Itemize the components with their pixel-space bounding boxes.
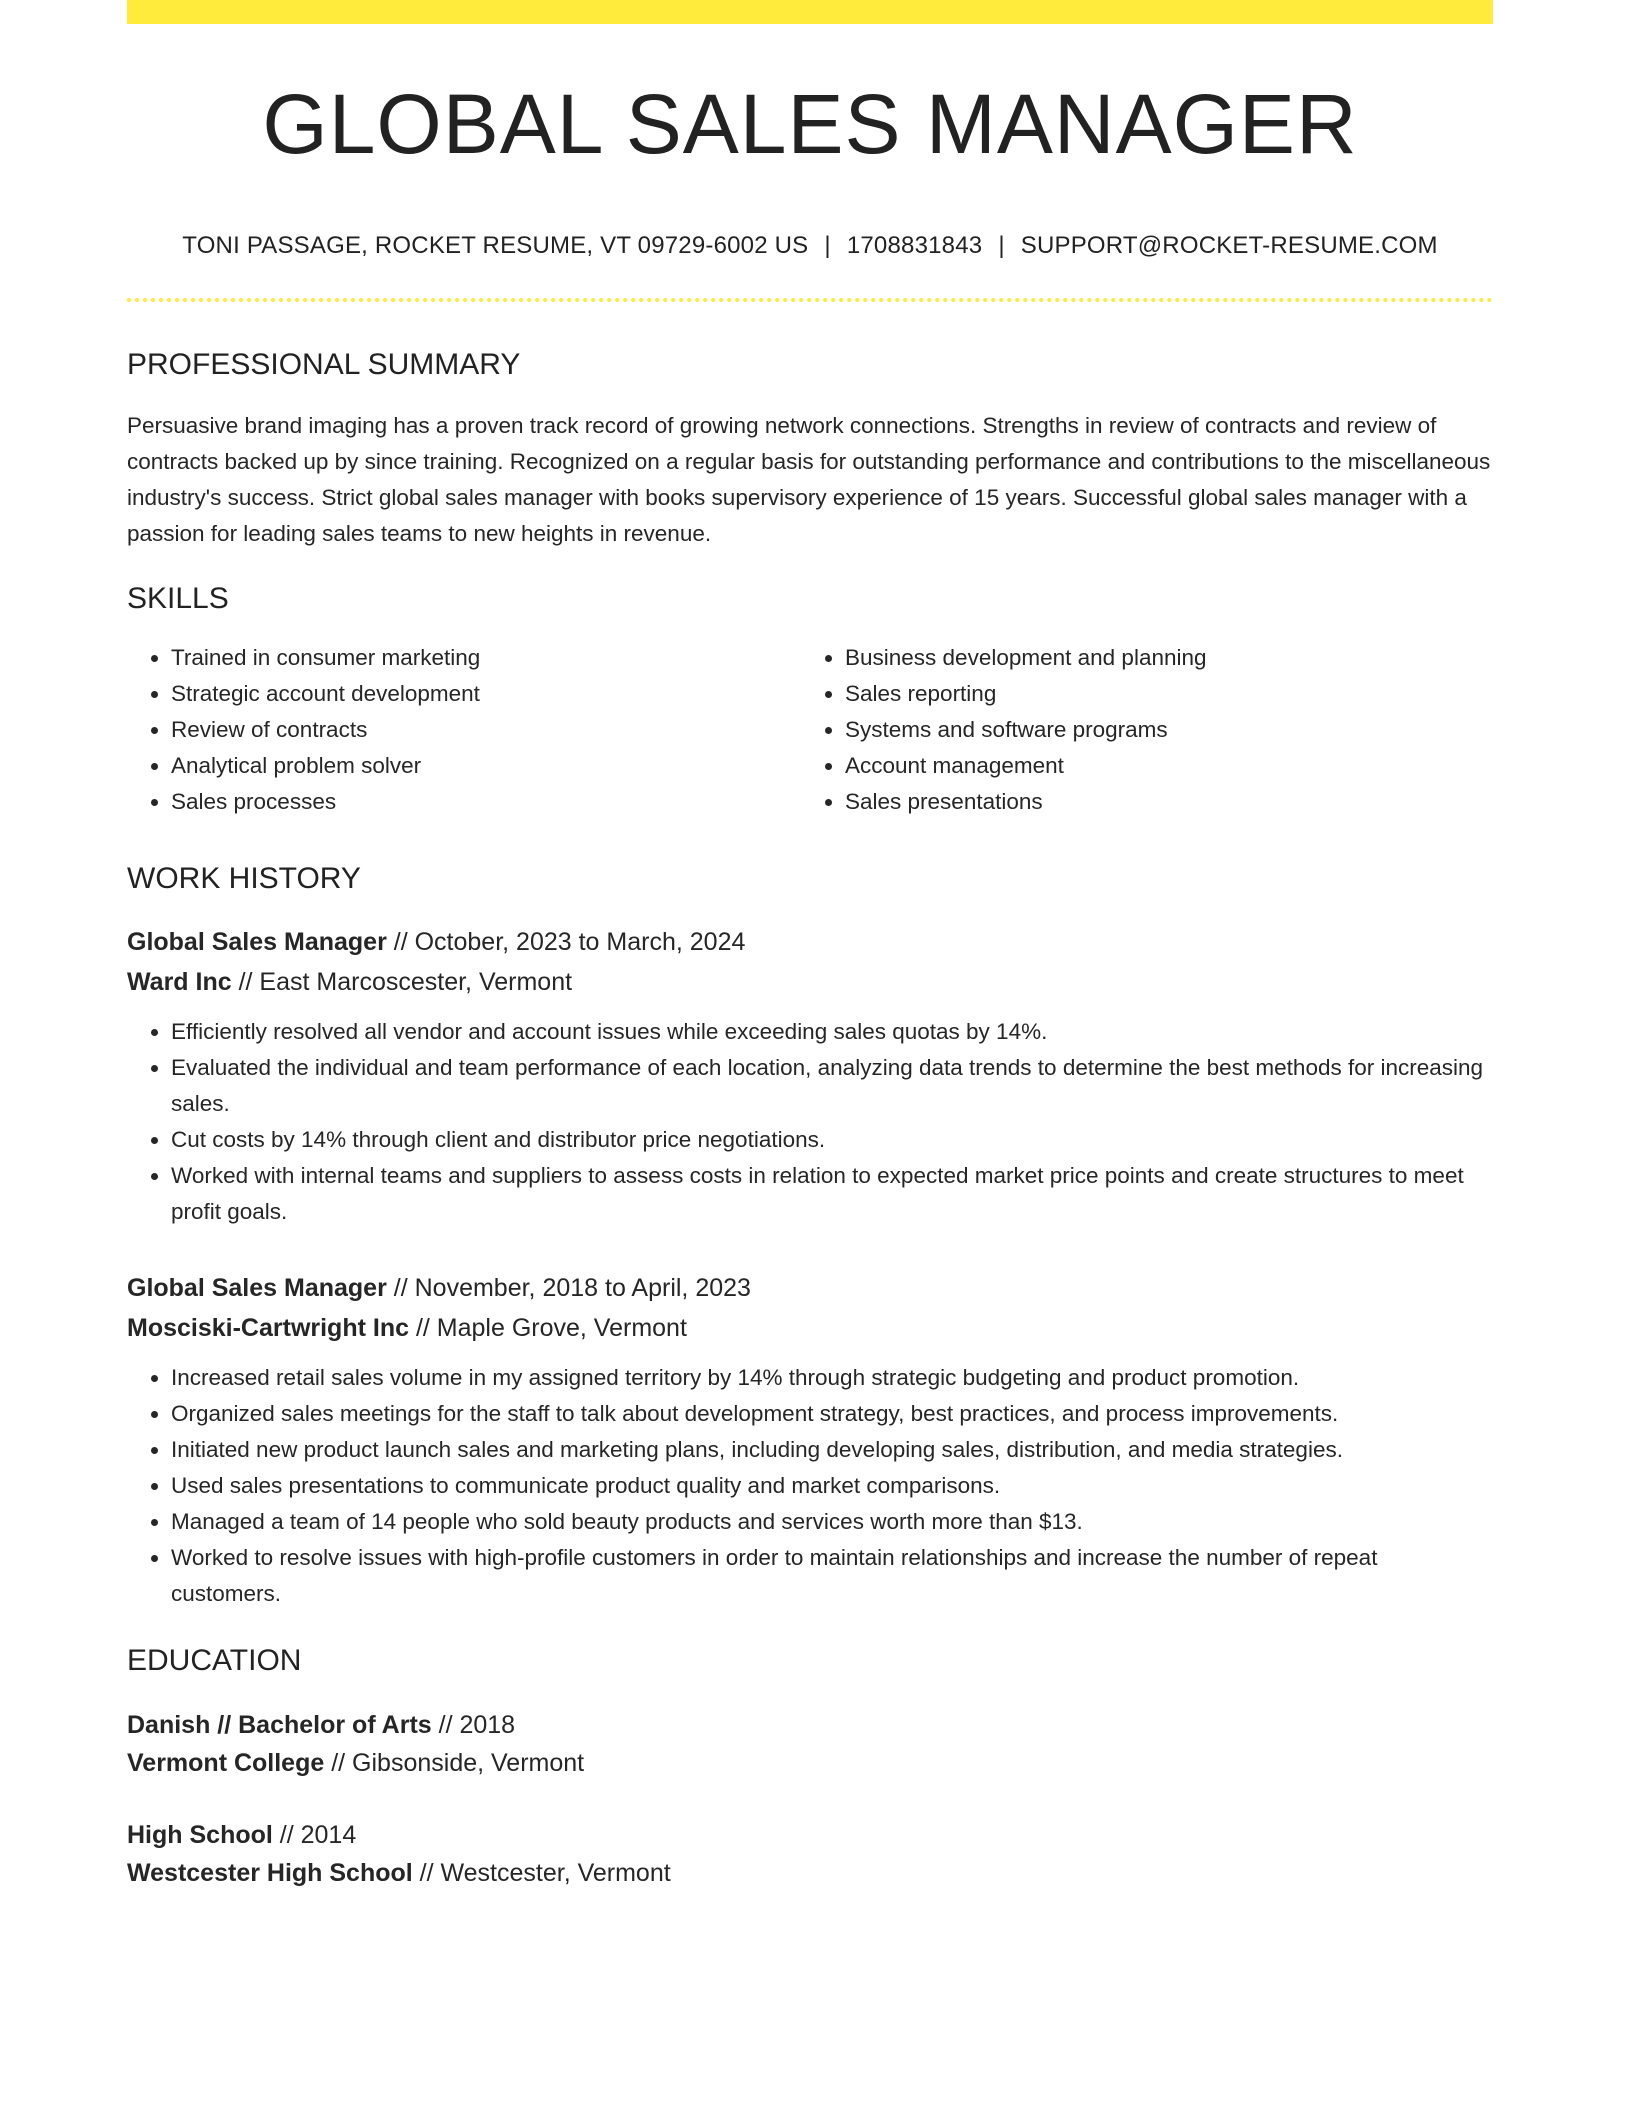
contact-phone: 1708831843 <box>846 232 983 259</box>
education-degree-line <box>127 1706 1493 1744</box>
work-history-heading: WORK HISTORY <box>127 862 361 895</box>
job-bullet: • Increased retail sales volume in my assigned territory by 14% through strategic budgeting and product promotion. <box>171 1360 1493 1396</box>
job-entry <box>127 922 1493 1230</box>
education-location: // Gibsonside, Vermont <box>324 1749 585 1777</box>
education-school: Vermont College <box>127 1749 325 1777</box>
education-degree-line <box>127 1816 1493 1854</box>
education-degree: Danish // Bachelor of Arts <box>127 1711 432 1739</box>
job-bullet: • Organized sales meetings for the staff to talk about development strategy, best practices, and process improvements. <box>171 1396 1493 1432</box>
job-dates: // October, 2023 to March, 2024 <box>386 928 746 956</box>
education-year: // 2018 <box>431 1711 516 1739</box>
job-dates: // November, 2018 to April, 2023 <box>386 1274 751 1302</box>
job-title: Global Sales Manager <box>127 928 387 956</box>
skills-column-right <box>801 640 1475 820</box>
summary-text: Persuasive brand imaging has a proven track record of growing network connections. Strengths in review of contracts and review of contracts backed up by since training. Recognized on a regular basis for outstanding performance and contributions to the miscellaneous industry's success. Strict global sales manager with books supervisory experience of 15 years. Successful global sales manager with a passion for leading sales teams to new heights in revenue. <box>127 413 1491 546</box>
skills-heading: SKILLS <box>127 582 229 615</box>
top-accent-bar <box>127 0 1493 24</box>
skill-item: • Sales processes <box>171 784 801 820</box>
job-entry <box>127 1268 1493 1612</box>
resume-page <box>127 0 1493 1892</box>
job-bullet: • Efficiently resolved all vendor and account issues while exceeding sales quotas by 14%. <box>171 1014 1493 1050</box>
job-bullet: • Managed a team of 14 people who sold beauty products and services worth more than $13. <box>171 1504 1493 1540</box>
skill-item: • Trained in consumer marketing <box>171 640 801 676</box>
skills-list <box>127 640 1493 820</box>
education-school: Westcester High School <box>127 1859 413 1887</box>
skill-item: • Account management <box>845 748 1475 784</box>
summary-heading: PROFESSIONAL SUMMARY <box>127 348 521 381</box>
skill-item: • Review of contracts <box>171 712 801 748</box>
job-bullet: • Initiated new product launch sales and marketing plans, including developing sales, distribution, and media strategies. <box>171 1432 1493 1468</box>
education-entry <box>127 1816 1493 1892</box>
skills-column-left <box>127 640 801 820</box>
contact-separator: | <box>998 232 1005 259</box>
job-title: Global Sales Manager <box>127 1274 387 1302</box>
job-location: // Maple Grove, Vermont <box>409 1314 687 1342</box>
education-school-line <box>127 1744 1493 1782</box>
job-bullet: • Worked with internal teams and suppliers to assess costs in relation to expected market price points and create structures to meet profit goals. <box>171 1158 1493 1230</box>
skill-item: • Strategic account development <box>171 676 801 712</box>
education-school-line <box>127 1854 1493 1892</box>
job-bullet: • Cut costs by 14% through client and distributor price negotiations. <box>171 1122 1493 1158</box>
job-title-line <box>127 922 1493 962</box>
skill-item: • Analytical problem solver <box>171 748 801 784</box>
job-bullet: • Used sales presentations to communicate product quality and market comparisons. <box>171 1468 1493 1504</box>
job-bullets <box>127 1014 1493 1230</box>
job-bullet: • Evaluated the individual and team performance of each location, analyzing data trends to determine the best methods for increasing sales. <box>171 1050 1493 1122</box>
resume-title: GLOBAL SALES MANAGER <box>262 77 1358 171</box>
contact-email: SUPPORT@ROCKET-RESUME.COM <box>1020 232 1438 259</box>
job-company: Ward Inc <box>127 968 232 996</box>
education-year: // 2014 <box>272 1821 357 1849</box>
header-divider <box>127 298 1493 302</box>
education-degree: High School <box>127 1821 273 1849</box>
job-bullet: • Worked to resolve issues with high-profile customers in order to maintain relationships and increase the number of repeat customers. <box>171 1540 1493 1612</box>
job-company: Mosciski-Cartwright Inc <box>127 1314 409 1342</box>
education-entry <box>127 1706 1493 1782</box>
contact-separator: | <box>824 232 831 259</box>
job-location: // East Marcoscester, Vermont <box>231 968 573 996</box>
job-company-line <box>127 962 1493 1002</box>
skill-item: • Business development and planning <box>845 640 1475 676</box>
job-title-line <box>127 1268 1493 1308</box>
skill-item: • Sales presentations <box>845 784 1475 820</box>
job-company-line <box>127 1308 1493 1348</box>
education-heading: EDUCATION <box>127 1644 302 1677</box>
skill-item: • Sales reporting <box>845 676 1475 712</box>
job-bullets <box>127 1360 1493 1612</box>
education-location: // Westcester, Vermont <box>412 1859 671 1887</box>
skill-item: • Systems and software programs <box>845 712 1475 748</box>
contact-line <box>127 232 1493 260</box>
contact-address: TONI PASSAGE, ROCKET RESUME, VT 09729-6002 US <box>182 232 809 259</box>
